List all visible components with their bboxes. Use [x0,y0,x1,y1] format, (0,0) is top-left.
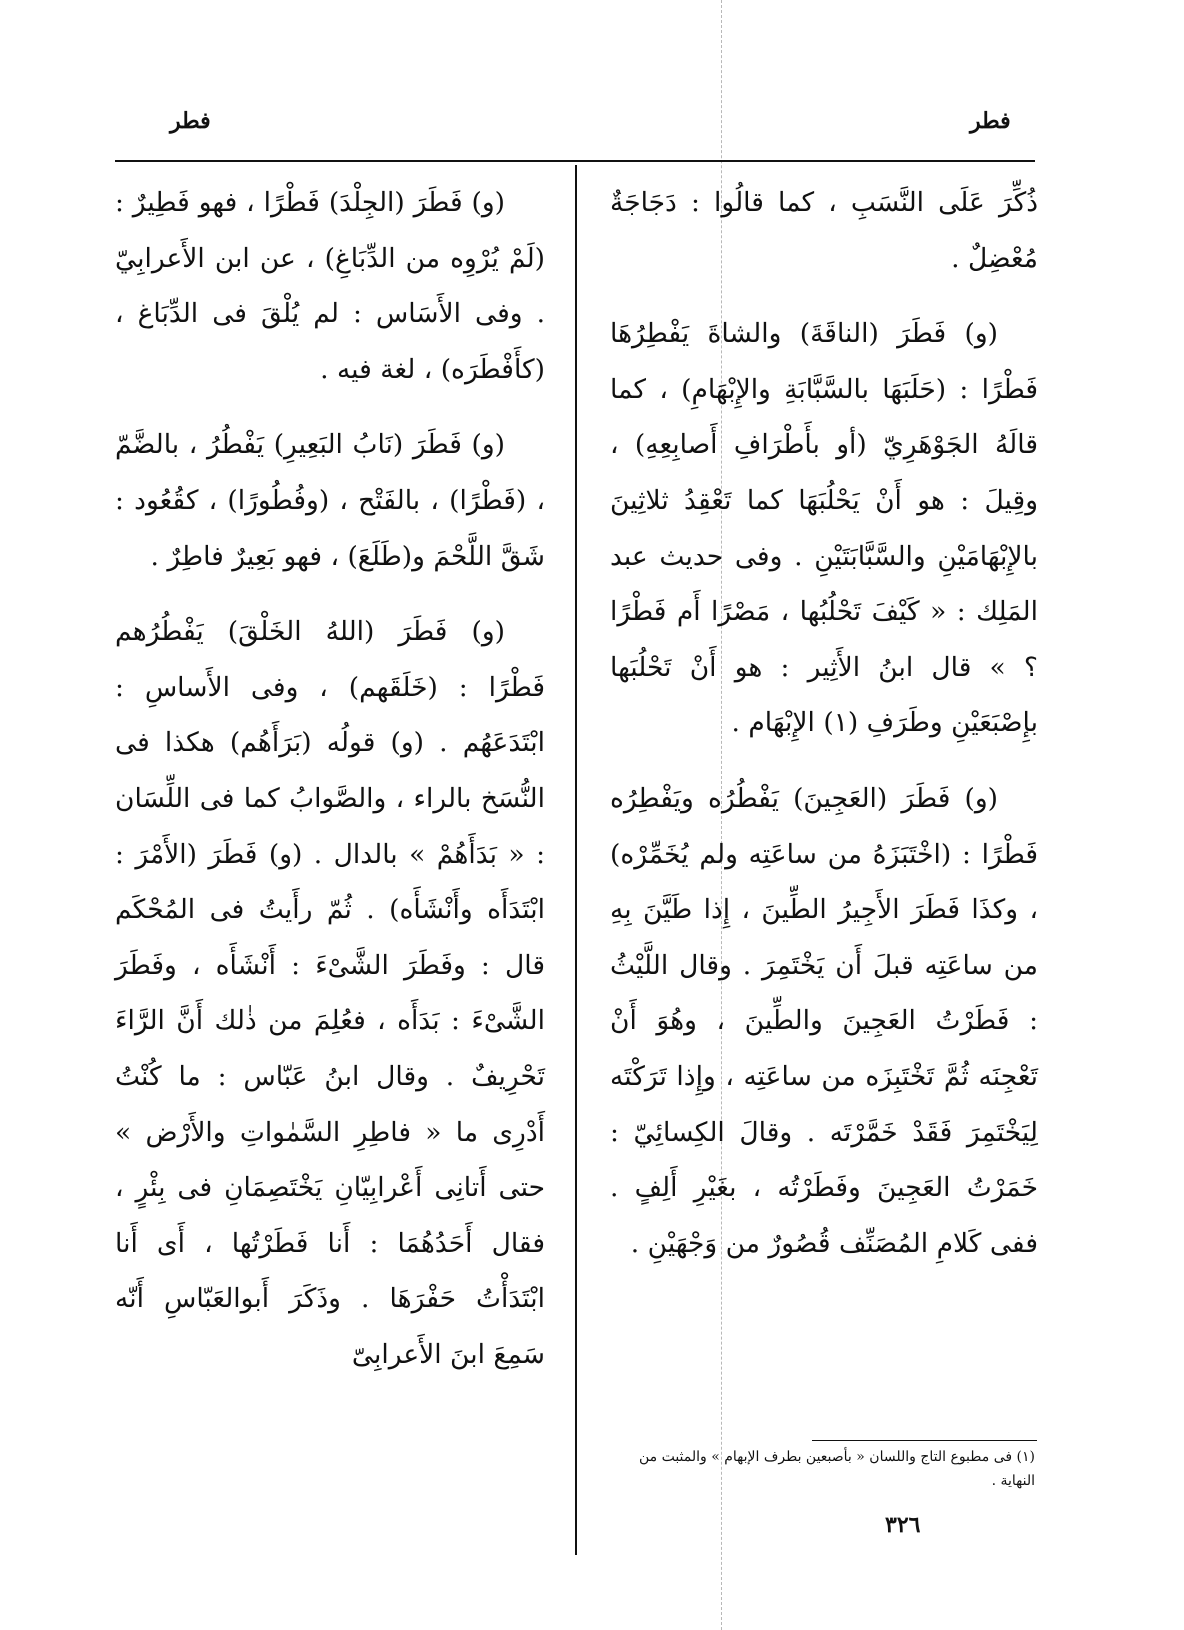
left-column [115,175,545,1402]
entry-paragraph: (و) فَطَرَ (العَجِينَ) يَفْطُرُه ويَفْطِرُه فَطْرًا : (اخْتَبَزَهُ من ساعَتِه ولم يُخَمِّرْه) ، وكذَا فَطَرَ الأَجِيرُ الطِّينَ ، إِذا طَيَّنَ بِهِ من ساعَتِه قبلَ أَن يَخْتَمِرَ . وقال اللَّيْثُ : فَطَرْتُ العَجِينَ والطِّينَ ، وهُوَ أَنْ تَعْجِنَه ثُمَّ تَخْتَبِزَه من ساعَتِه ، وإِذا تَرَكْتَه لِيَخْتَمِرَ فَقَدْ خَمَّرْتَه . وقالَ الكِسائِيّ : خَمَرْتُ العَجِينَ وفَطَرْتُه ، بغَيْرِ أَلِفٍ . ففى كَلامِ المُصَنِّف قُصُورٌ من وَجْهَيْنِ . [610,782,1038,1259]
right-column [610,175,1038,1291]
entry-paragraph: (و) فَطَرَ (نَابُ البَعِيرِ) يَفْطُرُ ، بالضَّمّ ، (فَطْرًا) ، بالفَتْح ، (وفُطُورًا) ، كقُعُود : شَقَّ اللَّحْمَ و(طَلَعَ) ، فهو بَعِيرٌ فاطِرٌ . [115,429,545,572]
running-head-right: فطر [970,108,1011,134]
running-head-left: فطر [170,108,211,134]
entry-paragraph: (و) فَطَرَ (اللهُ الخَلْقَ) يَفْطُرُهم فَطْرًا : (خَلَقَهم) ، وفى الأَساسِ : ابْتَدَعَهُم . (و) قولُه (بَرَأَهُم) هكذا فى النُّسَخ بالراء ، والصَّوابُ كما فى اللِّسَان : « بَدَأَهُمْ » بالدال . (و) فَطَرَ (الأَمْرَ : ابْتَدَأَه وأَنْشَأَه) . ثُمّ رأَيتُ فى المُحْكَم قال : وفَطَرَ الشَّىْءَ : أَنْشَأَه ، وفَطَرَ الشَّىْءَ : بَدَأَه ، فعُلِمَ من ذٰلك أَنَّ الرَّاءَ تَحْرِيفٌ . وقال ابنُ عَبّاس : ما كُنْتُ أَدْرِى ما « فاطِرِ السَّمٰواتِ والأَرْض » حتى أَتانِى أَعْرابِيّانِ يَخْتَصِمَانِ فى بِئْرٍ ، فقال أَحَدُهُمَا : أَنا فَطَرْتُها ، أَى أَنا ابْتَدَأْتُ حَفْرَهَا . وذَكَرَ أَبوالعَبّاسِ أَنّه سَمِعَ ابنَ الأَعرابِىّ [115,616,545,1370]
footnote: (١) فى مطبوع التاج واللسان « بأصبعين بطرف الإبهام » والمثبت من النهاية . [638,1449,1035,1489]
footnote-rule [812,1440,1037,1441]
page-number: ٣٢٦ [885,1512,921,1538]
column-divider [575,165,577,1555]
entry-paragraph: (و) فَطَرَ (الجِلْدَ) فَطْرًا ، فهو فَطِيرٌ : (لَمْ يُرْوِه من الدِّبَاغِ) ، عن ابن الأَعرابِيّ . وفى الأَسَاس : لم يُلْقَ فى الدِّبَاغ ، (كأَفْطَرَه) ، لغة فيه . [115,187,545,385]
entry-paragraph: (و) فَطَرَ (الناقَةَ) والشاةَ يَفْطِرُهَا فَطْرًا : (حَلَبَهَا بالسَّبَّابَةِ والإِبْهَامِ) ، كما قالَهُ الجَوْهَرِيّ (أو بأَطْرَافِ أَصابِعِهِ) ، وقِيلَ : هو أَنْ يَحْلُبَهَا كما تَعْقِدُ ثلاثِينَ بالإِبْهَامَيْنِ والسَّبَّابَتَيْنِ . وفى حديث عبد المَلِك : « كَيْفَ تَحْلُبُها ، مَصْرًا أَم فَطْرًا ؟ » قال ابنُ الأَثِير : هو أَنْ تَحْلُبَها بإِصْبَعَيْنِ وطَرَفِ (١) الإِبْهَام . [610,318,1038,739]
header-rule [115,160,1035,162]
entry-paragraph: ذُكِّرَ عَلَى النَّسَبِ ، كما قالُوا : دَجَاجَةٌ مُعْضِلٌ . [610,187,1038,274]
